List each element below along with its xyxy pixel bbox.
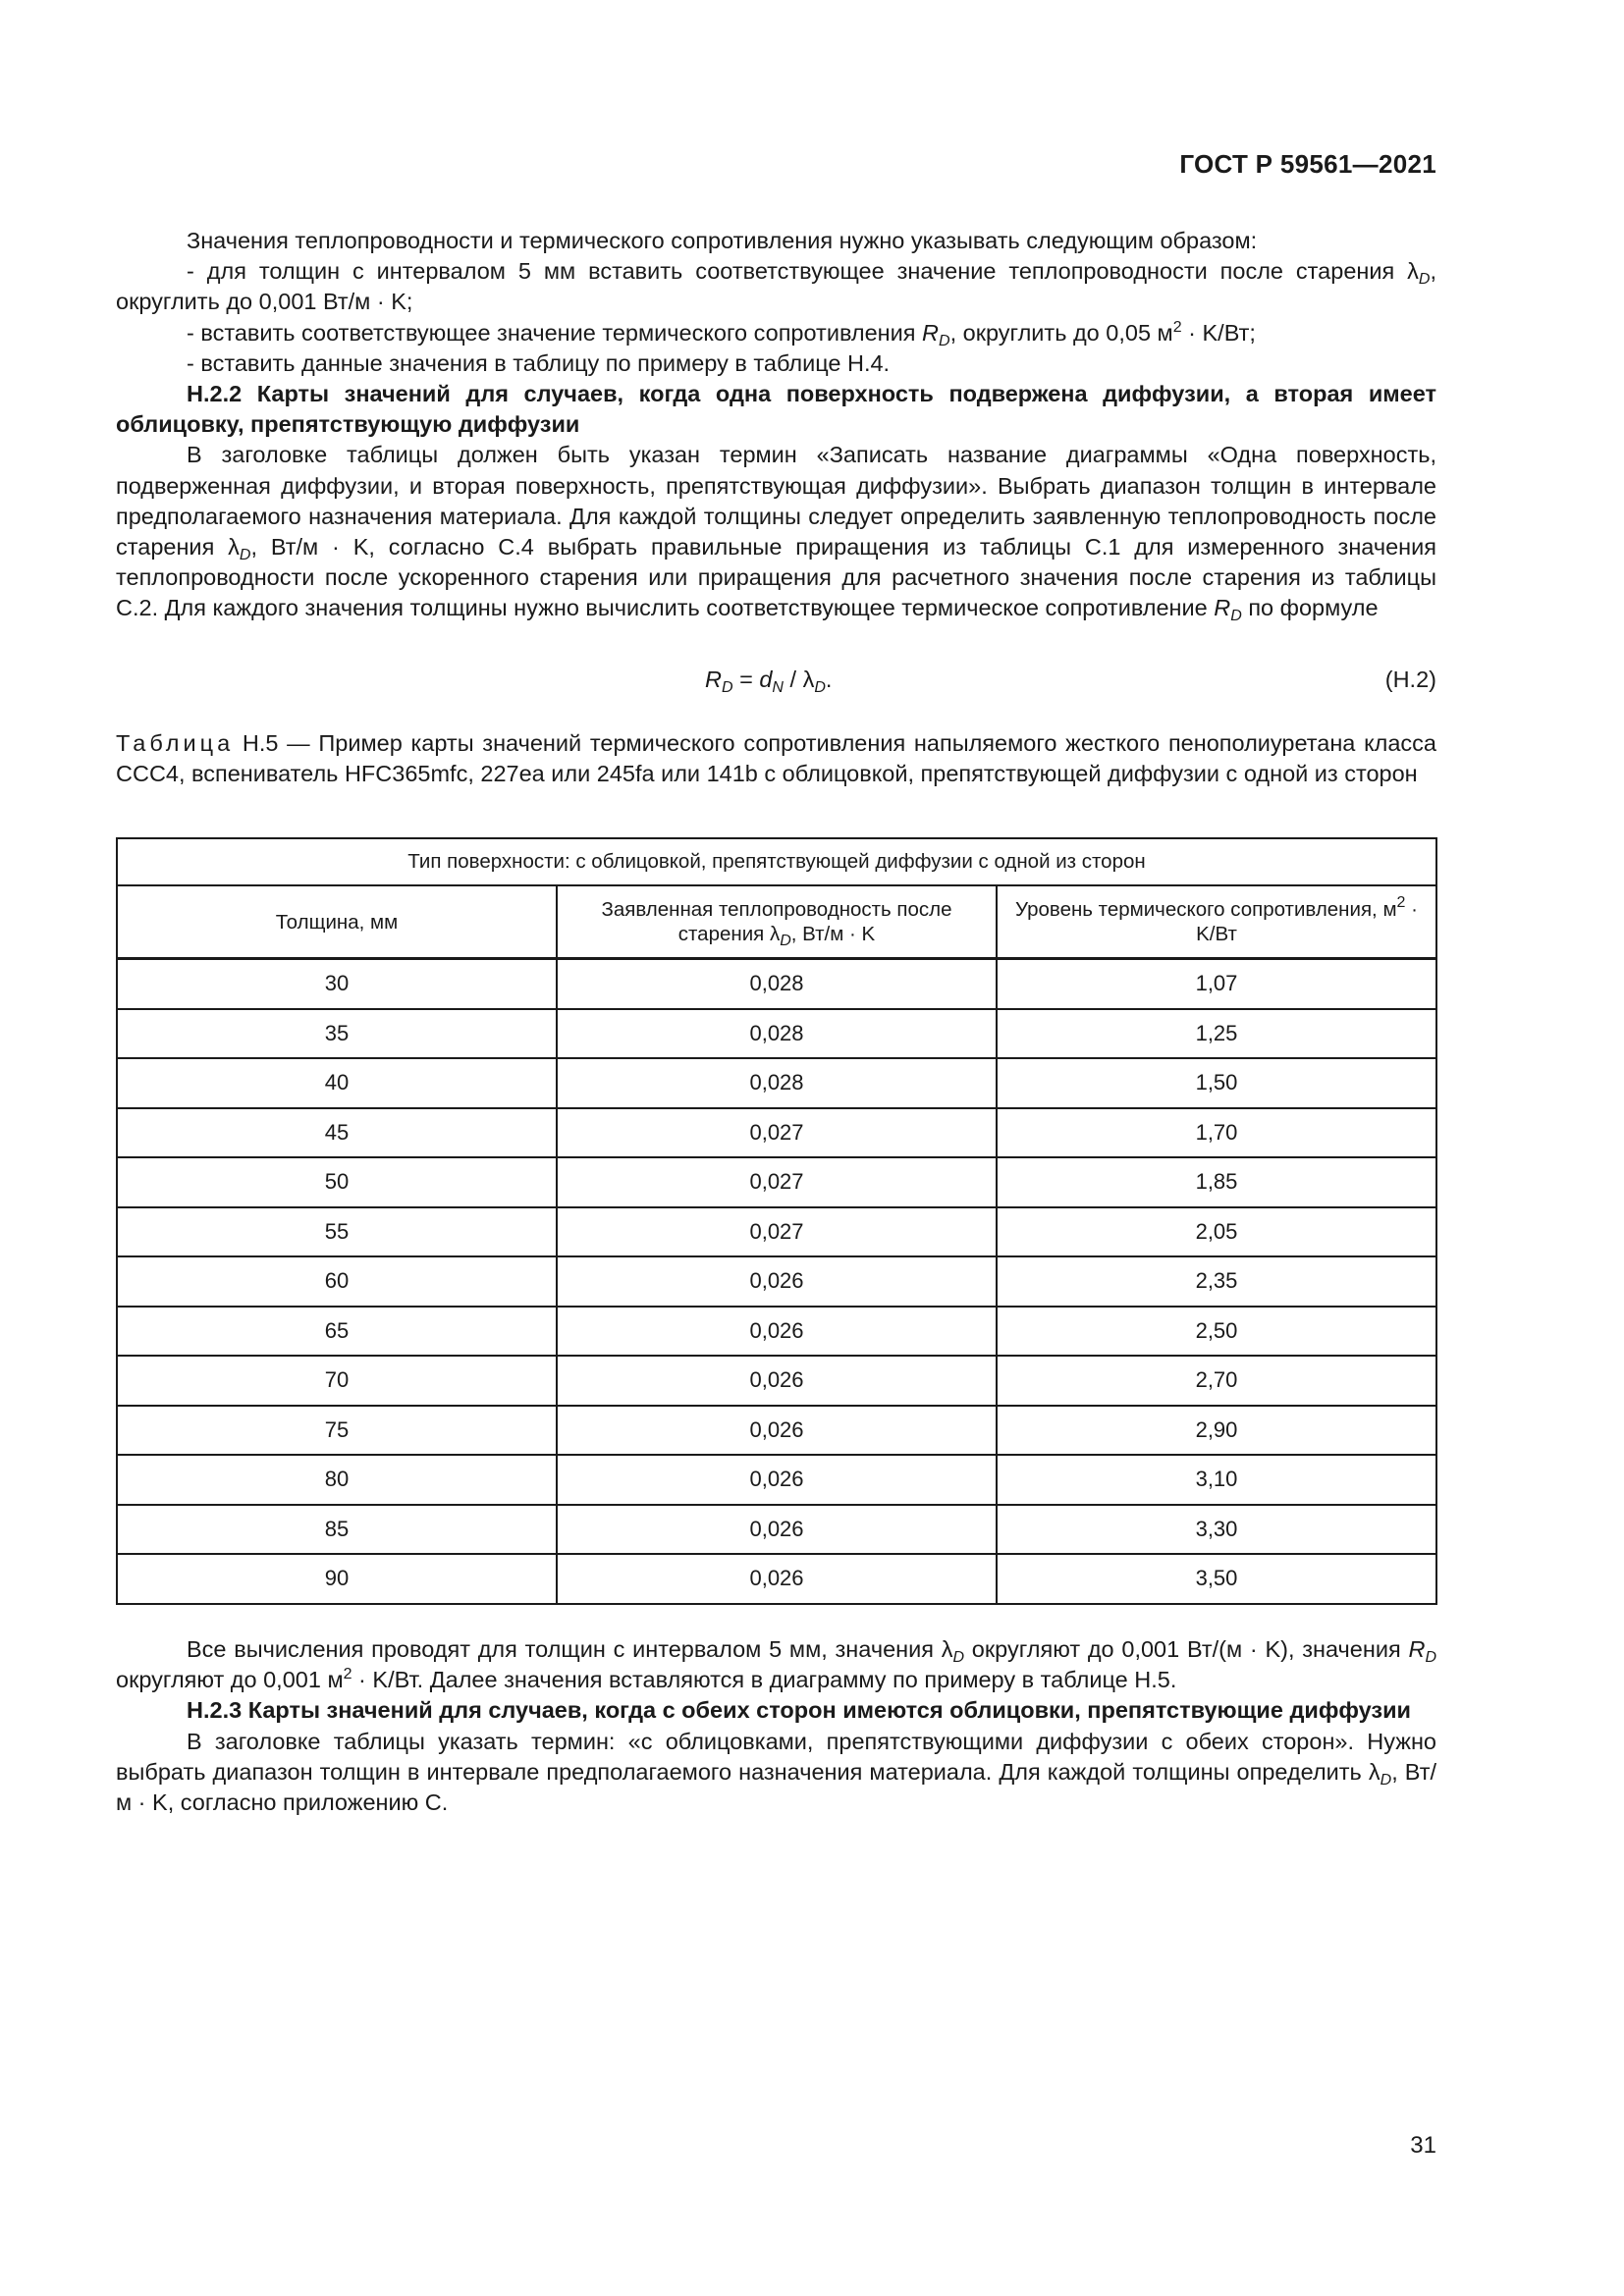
cell-resistance: 3,10	[997, 1455, 1436, 1505]
cell-thickness: 40	[117, 1058, 557, 1108]
cell-resistance: 1,85	[997, 1157, 1436, 1207]
paragraph-text: по формуле	[1241, 595, 1379, 621]
cell-conductivity: 0,027	[557, 1108, 997, 1158]
operator: .	[825, 667, 833, 692]
operator: / λ	[783, 667, 815, 692]
bullet-text: , округлить до 0,001 Вт/м · K;	[116, 258, 1436, 315]
subscript: D	[1418, 271, 1431, 289]
table-body	[117, 959, 1436, 1604]
cell-thickness: 80	[117, 1455, 557, 1505]
subscript: D	[1230, 608, 1242, 625]
cell-conductivity: 0,028	[557, 1009, 997, 1059]
section-paragraph	[116, 1727, 1436, 1819]
table-caption	[116, 728, 1436, 789]
superscript: 2	[343, 1666, 352, 1683]
subscript: D	[721, 679, 733, 696]
cell-conductivity: 0,026	[557, 1256, 997, 1307]
caption-text: H.5 — Пример карты значений термического сопротивления напыляемого жесткого пенополиуретана класса ССС4, вспениватель HFC365mfc, 227еа или 245fa или 141b с облицовкой, препятствующей диффузии с одной из сторон	[116, 730, 1436, 787]
paragraph-text: · K/Вт. Далее значения вставляются в диаграмму по примеру в таблице H.5.	[352, 1667, 1177, 1693]
column-header-conductivity	[557, 885, 997, 959]
paragraph-text: В заголовке таблицы указать термин: «с облицовками, препятствующими диффузии с обеих сторон». Нужно выбрать диапазон толщин в интервале предполагаемого назначения материала. Для каждой толщины определить λ	[116, 1728, 1436, 1785]
bullet-item: - вставить данные значения в таблицу по примеру в таблице H.4.	[187, 349, 891, 376]
table-row	[117, 1406, 1436, 1456]
bullet-item	[116, 256, 1436, 317]
cell-thickness: 90	[117, 1554, 557, 1604]
bullet-text: , округлить до 0,05 м	[949, 319, 1173, 346]
subscript: D	[1425, 1649, 1436, 1666]
standard-header: ГОСТ Р 59561—2021	[1179, 149, 1436, 179]
cell-resistance: 3,30	[997, 1505, 1436, 1555]
table-row	[117, 1157, 1436, 1207]
paragraph-text: , Вт/м · K, согласно С.4 выбрать правильные приращения из таблицы С.1 для измеренного значения теплопроводности после ускоренного старения или приращения для расчетного значения после старения из таблицы С.2. Для каждого значения толщины нужно вычислить соответствующее термическое сопротивление	[116, 534, 1436, 621]
cell-resistance: 2,70	[997, 1356, 1436, 1406]
cell-thickness: 35	[117, 1009, 557, 1059]
cell-conductivity: 0,026	[557, 1307, 997, 1357]
subscript: D	[239, 547, 251, 564]
table-row	[117, 1356, 1436, 1406]
cell-thickness: 75	[117, 1406, 557, 1456]
cell-conductivity: 0,026	[557, 1554, 997, 1604]
cell-thickness: 55	[117, 1207, 557, 1257]
column-header-resistance	[997, 885, 1436, 959]
cell-thickness: 70	[117, 1356, 557, 1406]
header-text: Уровень термического сопротивления, м	[1015, 898, 1397, 921]
subscript: N	[772, 679, 784, 696]
table-row	[117, 1058, 1436, 1108]
header-text: Заявленная теплопроводность после старения λ	[601, 898, 952, 945]
table-title: Тип поверхности: с облицовкой, препятствующей диффузии с одной из сторон	[117, 838, 1436, 885]
cell-resistance: 2,50	[997, 1307, 1436, 1357]
bullet-item	[116, 318, 1436, 348]
paragraph-text: В заголовке таблицы должен быть указан термин «Записать название диаграммы «Одна поверхность, подверженная диффузии, и вторая поверхность, препятствующая диффузии». Выбрать диапазон толщин в интервале предполагаемого назначения материала. Для каждой толщины следует определить заявленную теплопроводность после старения λ	[116, 442, 1436, 561]
header-text: · K/Вт	[1196, 898, 1418, 945]
formula-number: (H.2)	[1384, 667, 1436, 692]
paragraph-text: , Вт/м · K, согласно приложению С.	[116, 1758, 1436, 1816]
subscript: D	[780, 933, 791, 949]
calc-paragraph	[116, 1634, 1436, 1695]
section-paragraph	[116, 440, 1436, 623]
cell-conductivity: 0,026	[557, 1505, 997, 1555]
header-text: , Вт/м · K	[790, 923, 876, 945]
subscript: D	[952, 1649, 965, 1666]
table-row	[117, 959, 1436, 1009]
table-row	[117, 1505, 1436, 1555]
table-row	[117, 1256, 1436, 1307]
bullet-text: - вставить соответствующее значение термического сопротивления	[187, 319, 923, 346]
formula-h2	[116, 663, 1436, 696]
symbol: R	[1214, 595, 1231, 621]
cell-resistance: 2,05	[997, 1207, 1436, 1257]
cell-conductivity: 0,028	[557, 959, 997, 1009]
subscript: D	[939, 332, 950, 349]
cell-conductivity: 0,028	[557, 1058, 997, 1108]
table-row	[117, 1455, 1436, 1505]
section-heading-h22: H.2.2 Карты значений для случаев, когда одна поверхность подвержена диффузии, а вторая имеет облицовку, препятствующую диффузии	[116, 381, 1436, 438]
cell-resistance: 2,35	[997, 1256, 1436, 1307]
caption-label: Таблица	[116, 730, 235, 756]
cell-conductivity: 0,027	[557, 1157, 997, 1207]
table-row	[117, 1554, 1436, 1604]
operator: =	[732, 667, 760, 692]
paragraph-text: округляют до 0,001 м	[116, 1667, 344, 1693]
subscript: D	[1380, 1771, 1392, 1789]
formula-expression	[705, 663, 832, 696]
table-row	[117, 1009, 1436, 1059]
cell-thickness: 65	[117, 1307, 557, 1357]
bullet-text: · K/Вт;	[1181, 319, 1256, 346]
cell-resistance: 2,90	[997, 1406, 1436, 1456]
table-row	[117, 1108, 1436, 1158]
cell-thickness: 45	[117, 1108, 557, 1158]
cell-thickness: 30	[117, 959, 557, 1009]
cell-resistance: 1,25	[997, 1009, 1436, 1059]
cell-conductivity: 0,026	[557, 1455, 997, 1505]
data-table	[116, 837, 1437, 1605]
cell-thickness: 85	[117, 1505, 557, 1555]
cell-thickness: 50	[117, 1157, 557, 1207]
symbol: R	[922, 319, 940, 346]
bullet-text: - для толщин с интервалом 5 мм вставить соответствующее значение теплопроводности после старения λ	[187, 258, 1419, 285]
symbol: d	[759, 667, 773, 692]
intro-block	[116, 226, 1436, 624]
symbol: R	[705, 667, 722, 692]
subscript: D	[814, 679, 826, 696]
column-header-thickness: Толщина, мм	[117, 885, 557, 959]
cell-resistance: 1,70	[997, 1108, 1436, 1158]
cell-resistance: 1,50	[997, 1058, 1436, 1108]
superscript: 2	[1172, 318, 1182, 336]
cell-conductivity: 0,026	[557, 1406, 997, 1456]
paragraph-text: Все вычисления проводят для толщин с интервалом 5 мм, значения λ	[187, 1636, 953, 1662]
cell-resistance: 1,07	[997, 959, 1436, 1009]
after-table-block	[116, 1634, 1436, 1818]
table-row	[117, 1207, 1436, 1257]
cell-conductivity: 0,026	[557, 1356, 997, 1406]
table-row	[117, 1307, 1436, 1357]
cell-conductivity: 0,027	[557, 1207, 997, 1257]
page-number: 31	[1410, 2132, 1436, 2159]
intro-line: Значения теплопроводности и термического сопротивления нужно указывать следующим образом:	[187, 228, 1258, 253]
paragraph-text: округляют до 0,001 Вт/(м · K), значения	[964, 1636, 1409, 1662]
cell-resistance: 3,50	[997, 1554, 1436, 1604]
superscript: 2	[1396, 894, 1406, 911]
symbol: R	[1408, 1636, 1426, 1662]
cell-thickness: 60	[117, 1256, 557, 1307]
section-heading-h23: H.2.3 Карты значений для случаев, когда с обеих сторон имеются облицовки, препятствующие диффузии	[187, 1697, 1411, 1724]
